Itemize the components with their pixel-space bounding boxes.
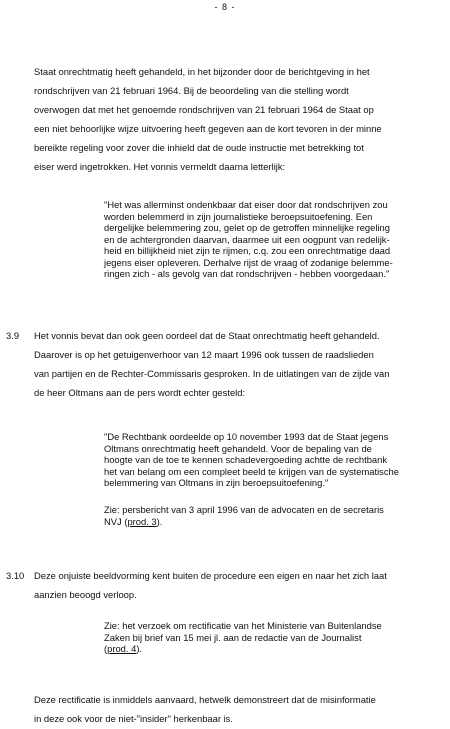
- quote-line: ringen zich - als gevolg van dat rondschrijven - hebben voorgedaan.": [104, 268, 390, 279]
- quote-line: het van belang om een compleet beeld te krijgen van de systematische: [104, 465, 399, 477]
- section-number: 3.10: [6, 570, 25, 581]
- text-line: een niet behoorlijke wijze uitvoering heeft gegeven aan de kort tevoren in der minne: [34, 123, 382, 134]
- reference-end: ).: [156, 515, 163, 527]
- quote-line: belemmering van Oltmans in zijn beroepsuitoefening.": [104, 477, 329, 488]
- quote-line: heid en billijkheid niet zijn te rijmen, c.q. zou een onrechtmatige daad: [104, 245, 391, 256]
- text-line: overwogen dat met het genoemde rondschrijven van 21 februari 1964 de Staat op: [34, 104, 374, 115]
- quote-line: dergelijke belemmering zou, gelet op de getroffen minnelijke regeling: [104, 222, 390, 233]
- quote-line: jegens eiser opleveren. Derhalve rijst de vraag of zodanige belemme-: [104, 256, 393, 268]
- text-line: de heer Oltmans aan de pers wordt echter gesteld:: [34, 387, 246, 398]
- reference-open: (: [104, 643, 108, 654]
- reference-text: NVJ (: [104, 515, 128, 527]
- text-line: bereikte regeling voor zover die inhield dat de oude instructie met betrekking tot: [34, 142, 364, 153]
- text-line: eiser werd ingetrokken. Het vonnis vermeldt daarna letterlijk:: [34, 161, 286, 172]
- page-number: - 8 -: [214, 2, 236, 12]
- reference-note: [104, 504, 414, 527]
- reference-line: [104, 643, 414, 655]
- reference-line: Zaken bij brief van 15 mei jl. aan de redactie van de Journalist: [104, 631, 362, 643]
- section-3-9-paragraph: [34, 326, 414, 402]
- quote-line: Oltmans onrechtmatig heeft gehandeld. Voor de bepaling van de: [104, 442, 372, 454]
- text-line: in deze ook voor de niet-"insider" herkenbaar is.: [34, 713, 233, 724]
- block-quote: [104, 431, 414, 489]
- reference-line: [104, 516, 414, 528]
- quote-line: "Het was allerminst ondenkbaar dat eiser door dat rondschrijven zou: [104, 199, 388, 210]
- text-line: van partijen en de Rechter-Commissaris gesproken. In de uitlatingen van de zijde van: [34, 368, 390, 379]
- reference-line: Zie: het verzoek om rectificatie van het Ministerie van Buitenlandse: [104, 620, 382, 631]
- production-link[interactable]: prod. 4: [107, 643, 137, 654]
- quote-line: worden belemmerd in zijn journalistieke beroepsuitoefening. Een: [104, 210, 373, 222]
- block-quote: [104, 199, 414, 280]
- reference-note: [104, 620, 414, 655]
- reference-line: Zie: persbericht van 3 april 1996 van de advocaten en de secretaris: [104, 504, 384, 515]
- text-line: Daarover is op het getuigenverhoor van 12 maart 1996 ook tussen de raadslieden: [34, 349, 374, 360]
- text-line: aanzien beoogd verloop.: [34, 589, 137, 600]
- quote-line: en de achtergronden daarvan, daarmee uit een oogpunt van redelijk-: [104, 233, 390, 245]
- quote-line: hoogte van de toe te kennen schadevergoeding achtte de rechtbank: [104, 454, 388, 465]
- reference-end: ).: [136, 643, 143, 654]
- section-3-10-paragraph: [34, 566, 414, 604]
- closing-paragraph: [34, 690, 414, 728]
- text-line: Staat onrechtmatig heeft gehandeld, in het bijzonder door de berichtgeving in het: [34, 66, 370, 77]
- text-line: Deze onjuiste beeldvorming kent buiten de procedure een eigen en naar het zich laat: [34, 570, 387, 581]
- quote-line: "De Rechtbank oordeelde op 10 november 1993 dat de Staat jegens: [104, 431, 389, 442]
- section-number: 3.9: [6, 330, 20, 341]
- text-line: Het vonnis bevat dan ook geen oordeel dat de Staat onrechtmatig heeft gehandeld.: [34, 330, 380, 341]
- text-line: Deze rectificatie is inmiddels aanvaard, hetwelk demonstreert dat de misinformatie: [34, 694, 376, 705]
- production-link[interactable]: prod. 3: [127, 515, 157, 527]
- intro-paragraph: [34, 62, 414, 176]
- text-line: rondschrijven van 21 februari 1964. Bij de beoordeling van die stelling wordt: [34, 85, 349, 96]
